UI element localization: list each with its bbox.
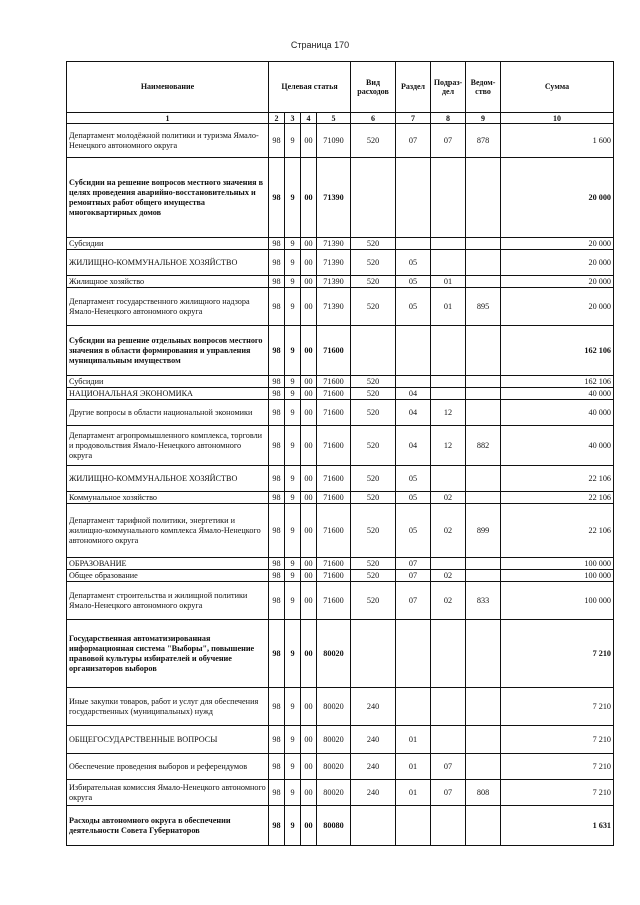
column-number: 7 <box>396 113 431 124</box>
table-row <box>67 376 614 388</box>
cell-target-subprogram: 9 <box>285 492 301 504</box>
cell-expense-type: 240 <box>351 754 396 780</box>
cell-department: 878 <box>466 124 501 158</box>
cell-target-group: 00 <box>301 326 317 376</box>
cell-target-group: 00 <box>301 582 317 620</box>
cell-target-code: 71600 <box>317 582 351 620</box>
cell-subsection: 01 <box>431 288 466 326</box>
cell-section: 05 <box>396 276 431 288</box>
cell-department <box>466 754 501 780</box>
cell-target-subprogram: 9 <box>285 276 301 288</box>
cell-section <box>396 238 431 250</box>
cell-section <box>396 158 431 238</box>
table-row <box>67 620 614 688</box>
page-number-header: Страница 170 <box>290 40 350 50</box>
cell-amount: 20 000 <box>501 238 614 250</box>
cell-target-code: 71600 <box>317 558 351 570</box>
cell-expense-type: 520 <box>351 570 396 582</box>
cell-section <box>396 620 431 688</box>
cell-target-code: 71390 <box>317 250 351 276</box>
cell-target-group: 00 <box>301 688 317 726</box>
table-row <box>67 570 614 582</box>
cell-department: 808 <box>466 780 501 806</box>
cell-amount: 20 000 <box>501 288 614 326</box>
cell-target-group: 00 <box>301 558 317 570</box>
cell-target-program: 98 <box>269 158 285 238</box>
cell-name: ЖИЛИЩНО-КОММУНАЛЬНОЕ ХОЗЯЙСТВО <box>67 466 269 492</box>
cell-department <box>466 376 501 388</box>
cell-name: Департамент государственного жилищного надзора Ямало-Ненецкого автономного округа <box>67 288 269 326</box>
cell-name: Расходы автономного округа в обеспечении деятельности Совета Губернаторов <box>67 806 269 846</box>
cell-target-group: 00 <box>301 754 317 780</box>
cell-target-subprogram: 9 <box>285 558 301 570</box>
cell-target-subprogram: 9 <box>285 326 301 376</box>
cell-department <box>466 558 501 570</box>
cell-section: 01 <box>396 754 431 780</box>
cell-subsection <box>431 726 466 754</box>
cell-name: Департамент молодёжной политики и туризма Ямало-Ненецкого автономного округа <box>67 124 269 158</box>
cell-target-program: 98 <box>269 426 285 466</box>
cell-amount: 20 000 <box>501 158 614 238</box>
cell-department <box>466 688 501 726</box>
table-row <box>67 492 614 504</box>
cell-target-subprogram: 9 <box>285 124 301 158</box>
cell-amount: 100 000 <box>501 582 614 620</box>
cell-target-program: 98 <box>269 238 285 250</box>
cell-target-group: 00 <box>301 400 317 426</box>
column-number: 2 <box>269 113 285 124</box>
cell-target-program: 98 <box>269 620 285 688</box>
cell-amount: 22 106 <box>501 466 614 492</box>
cell-target-code: 71390 <box>317 276 351 288</box>
cell-expense-type: 520 <box>351 492 396 504</box>
cell-target-code: 80020 <box>317 754 351 780</box>
cell-section: 04 <box>396 388 431 400</box>
cell-target-group: 00 <box>301 570 317 582</box>
cell-target-group: 00 <box>301 426 317 466</box>
cell-amount: 22 106 <box>501 504 614 558</box>
cell-target-program: 98 <box>269 570 285 582</box>
cell-target-subprogram: 9 <box>285 570 301 582</box>
cell-target-program: 98 <box>269 504 285 558</box>
cell-subsection <box>431 620 466 688</box>
cell-section: 04 <box>396 400 431 426</box>
cell-department <box>466 250 501 276</box>
cell-section: 04 <box>396 426 431 466</box>
cell-department: 833 <box>466 582 501 620</box>
cell-department <box>466 388 501 400</box>
cell-section: 07 <box>396 558 431 570</box>
table-row <box>67 250 614 276</box>
cell-target-code: 71600 <box>317 466 351 492</box>
cell-amount: 1 631 <box>501 806 614 846</box>
cell-target-program: 98 <box>269 376 285 388</box>
cell-expense-type <box>351 806 396 846</box>
cell-name: Обеспечение проведения выборов и референдумов <box>67 754 269 780</box>
cell-subsection <box>431 388 466 400</box>
cell-target-code: 71600 <box>317 570 351 582</box>
table-row <box>67 124 614 158</box>
table-row <box>67 276 614 288</box>
cell-expense-type <box>351 158 396 238</box>
table-row <box>67 400 614 426</box>
table-row <box>67 504 614 558</box>
cell-target-subprogram: 9 <box>285 238 301 250</box>
cell-target-group: 00 <box>301 158 317 238</box>
cell-department <box>466 570 501 582</box>
cell-subsection <box>431 326 466 376</box>
cell-expense-type: 520 <box>351 426 396 466</box>
cell-subsection: 02 <box>431 492 466 504</box>
cell-target-code: 71390 <box>317 238 351 250</box>
cell-subsection: 02 <box>431 582 466 620</box>
header-name: Наименование <box>67 62 269 113</box>
cell-expense-type: 240 <box>351 688 396 726</box>
cell-target-program: 98 <box>269 276 285 288</box>
cell-amount: 40 000 <box>501 388 614 400</box>
cell-target-subprogram: 9 <box>285 400 301 426</box>
cell-target-program: 98 <box>269 388 285 400</box>
cell-name: ОБРАЗОВАНИЕ <box>67 558 269 570</box>
cell-amount: 100 000 <box>501 558 614 570</box>
cell-subsection <box>431 250 466 276</box>
cell-target-subprogram: 9 <box>285 582 301 620</box>
cell-name: Департамент агропромышленного комплекса, торговли и продовольствия Ямало-Ненецкого автономного округа <box>67 426 269 466</box>
cell-department <box>466 238 501 250</box>
cell-target-group: 00 <box>301 250 317 276</box>
cell-target-code: 71600 <box>317 492 351 504</box>
cell-subsection: 01 <box>431 276 466 288</box>
cell-subsection <box>431 238 466 250</box>
cell-subsection: 02 <box>431 570 466 582</box>
column-number: 9 <box>466 113 501 124</box>
cell-subsection <box>431 558 466 570</box>
cell-target-group: 00 <box>301 466 317 492</box>
cell-target-code: 71600 <box>317 426 351 466</box>
cell-name: Департамент тарифной политики, энергетики и жилищно-коммунального комплекса Ямало-Ненецкого автономного округа <box>67 504 269 558</box>
cell-target-program: 98 <box>269 400 285 426</box>
cell-target-subprogram: 9 <box>285 288 301 326</box>
cell-target-program: 98 <box>269 326 285 376</box>
cell-target-code: 80080 <box>317 806 351 846</box>
cell-department <box>466 492 501 504</box>
table-header-row <box>67 62 614 113</box>
cell-section: 01 <box>396 780 431 806</box>
cell-target-subprogram: 9 <box>285 426 301 466</box>
cell-section: 07 <box>396 582 431 620</box>
header-amount: Сумма <box>501 62 614 113</box>
cell-target-code: 71390 <box>317 158 351 238</box>
cell-department <box>466 726 501 754</box>
cell-expense-type: 520 <box>351 504 396 558</box>
cell-name: Субсидии на решение вопросов местного значения в целях проведения аварийно-восстановительных и ремонтных работ общего имущества многоквартирных домов <box>67 158 269 238</box>
cell-expense-type: 520 <box>351 388 396 400</box>
cell-section: 05 <box>396 504 431 558</box>
cell-expense-type: 240 <box>351 780 396 806</box>
cell-target-code: 80020 <box>317 780 351 806</box>
cell-target-program: 98 <box>269 582 285 620</box>
column-number: 8 <box>431 113 466 124</box>
cell-target-group: 00 <box>301 806 317 846</box>
cell-name: НАЦИОНАЛЬНАЯ ЭКОНОМИКА <box>67 388 269 400</box>
cell-subsection: 12 <box>431 400 466 426</box>
cell-expense-type: 520 <box>351 466 396 492</box>
cell-target-code: 71090 <box>317 124 351 158</box>
cell-department <box>466 400 501 426</box>
cell-target-program: 98 <box>269 780 285 806</box>
cell-amount: 40 000 <box>501 400 614 426</box>
cell-name: Департамент строительства и жилищной политики Ямало-Ненецкого автономного округа <box>67 582 269 620</box>
cell-name: Коммунальное хозяйство <box>67 492 269 504</box>
cell-section: 05 <box>396 492 431 504</box>
cell-subsection: 02 <box>431 504 466 558</box>
cell-name: Субсидии на решение отдельных вопросов местного значения в области формирования и управления муниципальным имуществом <box>67 326 269 376</box>
cell-expense-type: 520 <box>351 582 396 620</box>
cell-section: 05 <box>396 250 431 276</box>
cell-section: 05 <box>396 466 431 492</box>
cell-amount: 40 000 <box>501 426 614 466</box>
cell-amount: 20 000 <box>501 276 614 288</box>
cell-amount: 162 106 <box>501 326 614 376</box>
cell-target-subprogram: 9 <box>285 754 301 780</box>
cell-subsection <box>431 376 466 388</box>
cell-target-program: 98 <box>269 806 285 846</box>
table-row <box>67 688 614 726</box>
cell-target-subprogram: 9 <box>285 688 301 726</box>
table-row <box>67 466 614 492</box>
cell-department <box>466 158 501 238</box>
cell-expense-type <box>351 326 396 376</box>
cell-department <box>466 466 501 492</box>
cell-expense-type: 240 <box>351 726 396 754</box>
cell-section <box>396 806 431 846</box>
cell-target-group: 00 <box>301 620 317 688</box>
cell-department <box>466 276 501 288</box>
cell-target-code: 71600 <box>317 400 351 426</box>
cell-target-code: 80020 <box>317 620 351 688</box>
table-row <box>67 238 614 250</box>
cell-name: Жилищное хозяйство <box>67 276 269 288</box>
cell-target-group: 00 <box>301 504 317 558</box>
cell-target-subprogram: 9 <box>285 376 301 388</box>
cell-department <box>466 326 501 376</box>
cell-amount: 22 106 <box>501 492 614 504</box>
table-row <box>67 806 614 846</box>
table-row <box>67 158 614 238</box>
cell-target-code: 80020 <box>317 726 351 754</box>
column-number: 10 <box>501 113 614 124</box>
cell-name: Иные закупки товаров, работ и услуг для обеспечения государственных (муниципальных) нужд <box>67 688 269 726</box>
cell-target-subprogram: 9 <box>285 388 301 400</box>
column-number: 6 <box>351 113 396 124</box>
cell-target-code: 71600 <box>317 388 351 400</box>
cell-target-program: 98 <box>269 124 285 158</box>
cell-target-code: 80020 <box>317 688 351 726</box>
cell-target-program: 98 <box>269 754 285 780</box>
header-department: Ведом-ство <box>466 62 501 113</box>
cell-expense-type: 520 <box>351 288 396 326</box>
cell-target-group: 00 <box>301 726 317 754</box>
cell-amount: 7 210 <box>501 620 614 688</box>
cell-target-code: 71600 <box>317 376 351 388</box>
column-number: 1 <box>67 113 269 124</box>
cell-name: Другие вопросы в области национальной экономики <box>67 400 269 426</box>
table-row <box>67 558 614 570</box>
cell-amount: 7 210 <box>501 688 614 726</box>
cell-target-subprogram: 9 <box>285 806 301 846</box>
cell-department: 899 <box>466 504 501 558</box>
cell-section: 07 <box>396 570 431 582</box>
cell-target-program: 98 <box>269 250 285 276</box>
cell-target-program: 98 <box>269 558 285 570</box>
table-row <box>67 726 614 754</box>
cell-name: ОБЩЕГОСУДАРСТВЕННЫЕ ВОПРОСЫ <box>67 726 269 754</box>
column-number: 3 <box>285 113 301 124</box>
table-row <box>67 582 614 620</box>
cell-expense-type: 520 <box>351 400 396 426</box>
table-row <box>67 780 614 806</box>
table-row <box>67 288 614 326</box>
cell-name: Государственная автоматизированная информационная система "Выборы", повышение правовой культуры избирателей и обучение организаторов выборов <box>67 620 269 688</box>
cell-name: ЖИЛИЩНО-КОММУНАЛЬНОЕ ХОЗЯЙСТВО <box>67 250 269 276</box>
cell-subsection: 07 <box>431 754 466 780</box>
column-number-row <box>67 113 614 124</box>
header-target-article: Целевая статья <box>269 62 351 113</box>
header-subsection: Подраз-дел <box>431 62 466 113</box>
cell-department: 895 <box>466 288 501 326</box>
cell-target-subprogram: 9 <box>285 466 301 492</box>
cell-amount: 20 000 <box>501 250 614 276</box>
cell-target-program: 98 <box>269 688 285 726</box>
table-row <box>67 326 614 376</box>
cell-target-code: 71600 <box>317 504 351 558</box>
cell-amount: 162 106 <box>501 376 614 388</box>
cell-target-group: 00 <box>301 492 317 504</box>
cell-target-subprogram: 9 <box>285 504 301 558</box>
cell-expense-type: 520 <box>351 276 396 288</box>
cell-subsection: 12 <box>431 426 466 466</box>
cell-target-group: 00 <box>301 288 317 326</box>
cell-amount: 100 000 <box>501 570 614 582</box>
budget-table <box>66 61 614 846</box>
cell-target-code: 71390 <box>317 288 351 326</box>
cell-target-subprogram: 9 <box>285 158 301 238</box>
cell-target-group: 00 <box>301 276 317 288</box>
cell-target-group: 00 <box>301 238 317 250</box>
cell-target-subprogram: 9 <box>285 726 301 754</box>
cell-target-subprogram: 9 <box>285 250 301 276</box>
cell-section <box>396 326 431 376</box>
table-row <box>67 426 614 466</box>
cell-name: Избирательная комиссия Ямало-Ненецкого автономного округа <box>67 780 269 806</box>
table-row <box>67 388 614 400</box>
cell-section: 07 <box>396 124 431 158</box>
cell-expense-type: 520 <box>351 558 396 570</box>
cell-amount: 7 210 <box>501 726 614 754</box>
cell-department <box>466 620 501 688</box>
cell-expense-type: 520 <box>351 124 396 158</box>
cell-amount: 1 600 <box>501 124 614 158</box>
cell-section: 01 <box>396 726 431 754</box>
cell-department: 882 <box>466 426 501 466</box>
cell-target-program: 98 <box>269 288 285 326</box>
cell-target-program: 98 <box>269 492 285 504</box>
cell-target-group: 00 <box>301 376 317 388</box>
cell-expense-type: 520 <box>351 238 396 250</box>
cell-subsection <box>431 466 466 492</box>
cell-name: Субсидии <box>67 238 269 250</box>
cell-target-group: 00 <box>301 780 317 806</box>
cell-subsection: 07 <box>431 124 466 158</box>
cell-target-group: 00 <box>301 124 317 158</box>
cell-target-subprogram: 9 <box>285 620 301 688</box>
cell-target-program: 98 <box>269 466 285 492</box>
cell-name: Субсидии <box>67 376 269 388</box>
cell-name: Общее образование <box>67 570 269 582</box>
cell-expense-type: 520 <box>351 250 396 276</box>
table-row <box>67 754 614 780</box>
cell-subsection: 07 <box>431 780 466 806</box>
cell-section <box>396 376 431 388</box>
column-number: 4 <box>301 113 317 124</box>
cell-section <box>396 688 431 726</box>
cell-subsection <box>431 158 466 238</box>
cell-subsection <box>431 688 466 726</box>
header-expense-type: Вид расходов <box>351 62 396 113</box>
cell-section: 05 <box>396 288 431 326</box>
cell-target-code: 71600 <box>317 326 351 376</box>
cell-expense-type <box>351 620 396 688</box>
cell-expense-type: 520 <box>351 376 396 388</box>
table-body <box>67 124 614 846</box>
cell-target-subprogram: 9 <box>285 780 301 806</box>
cell-target-program: 98 <box>269 726 285 754</box>
column-number: 5 <box>317 113 351 124</box>
header-section: Раздел <box>396 62 431 113</box>
cell-subsection <box>431 806 466 846</box>
cell-amount: 7 210 <box>501 754 614 780</box>
cell-department <box>466 806 501 846</box>
cell-target-group: 00 <box>301 388 317 400</box>
cell-amount: 7 210 <box>501 780 614 806</box>
